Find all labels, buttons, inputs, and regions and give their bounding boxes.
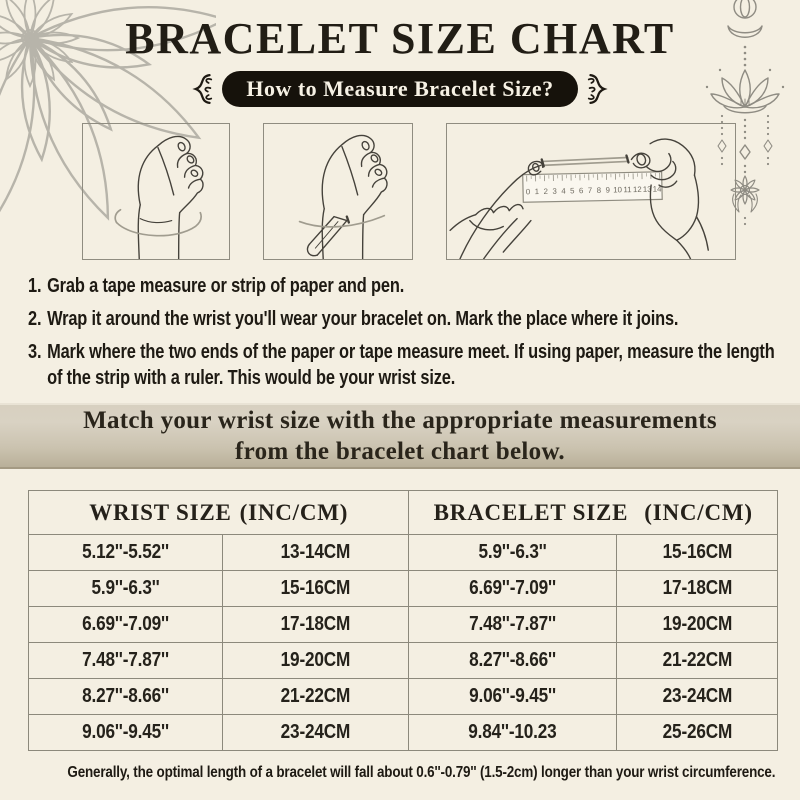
- ruler-number: 6: [578, 186, 584, 196]
- table-cell: 15-16CM: [616, 535, 777, 571]
- table-cell: 23-24CM: [222, 715, 409, 751]
- instruction-step-3: [28, 339, 782, 391]
- table-cell: 9.06''-9.45'': [409, 679, 616, 715]
- table-row: [29, 535, 778, 571]
- table-cell: 21-22CM: [222, 679, 409, 715]
- bracelet-size-header-unit: (INC/CM): [644, 499, 753, 525]
- footer-note: [0, 763, 800, 782]
- wrist-size-header-title: WRIST SIZE: [89, 499, 232, 525]
- ruler-number: 7: [587, 185, 593, 196]
- table-cell: 15-16CM: [222, 571, 409, 607]
- step-number: 2.: [28, 308, 42, 330]
- table-row: [29, 607, 778, 643]
- step-number: 3.: [28, 341, 42, 363]
- table-cell: 19-20CM: [222, 643, 409, 679]
- ruler-measure-illustration: [446, 123, 736, 260]
- table-cell: 17-18CM: [616, 571, 777, 607]
- ruler-number: 4: [561, 186, 566, 196]
- step-text: Mark where the two ends of the paper or tape measure meet. If using paper, measure the length of the strip with a ruler. This would be your wrist size.: [47, 341, 775, 389]
- table-cell: 6.69''-7.09'': [409, 571, 616, 607]
- table-cell: 8.27''-8.66'': [409, 643, 616, 679]
- size-table: [28, 490, 778, 751]
- squiggle-bracket-right-icon: [587, 71, 613, 107]
- ruler-number: 0: [525, 187, 531, 197]
- table-row: [29, 643, 778, 679]
- table-cell: 17-18CM: [222, 607, 409, 643]
- ruler-number: 14: [652, 184, 662, 194]
- subtitle-row: [0, 69, 800, 109]
- table-cell: 6.69''-7.09'': [29, 607, 223, 643]
- footer-note-text: Generally, the optimal length of a bracelet will fall about 0.6''-0.79'' (1.5-2cm) longer than your wrist circumference.: [67, 764, 776, 781]
- size-table-header-row: [29, 491, 778, 535]
- table-cell: 9.06''-9.45'': [29, 715, 223, 751]
- table-cell: 5.9''-6.3'': [409, 535, 616, 571]
- instruction-step-1: [28, 273, 782, 299]
- ruler-number: 12: [632, 184, 642, 195]
- table-cell: 21-22CM: [616, 643, 777, 679]
- page-title: BRACELET SIZE CHART: [125, 14, 675, 63]
- ruler-number: 3: [552, 186, 557, 196]
- how-to-measure-pill: How to Measure Bracelet Size?: [222, 71, 577, 107]
- ruler-number: 1: [534, 187, 540, 197]
- table-cell: 9.84''-10.23: [409, 715, 616, 751]
- table-cell: 23-24CM: [616, 679, 777, 715]
- table-cell: 19-20CM: [616, 607, 777, 643]
- wrist-size-header-unit: (INC/CM): [239, 499, 349, 525]
- ruler-number: 2: [543, 186, 549, 196]
- instruction-step-2: [28, 306, 782, 332]
- wrap-wrist-illustration: [82, 123, 230, 260]
- ruler-number: 8: [596, 185, 602, 195]
- table-cell: 25-26CM: [616, 715, 777, 751]
- squiggle-bracket-left-icon: [187, 71, 213, 107]
- step-text: Wrap it around the wrist you'll wear your bracelet on. Mark the place where it joins.: [47, 308, 679, 330]
- table-row: [29, 679, 778, 715]
- step-text: Grab a tape measure or strip of paper and pen.: [47, 275, 405, 297]
- table-row: [29, 715, 778, 751]
- table-cell: 5.12''-5.52'': [29, 535, 223, 571]
- table-cell: 13-14CM: [222, 535, 409, 571]
- table-cell: 7.48''-7.87'': [29, 643, 223, 679]
- match-size-banner: [0, 403, 800, 469]
- step-number: 1.: [28, 275, 42, 297]
- bracelet-size-header-title: BRACELET SIZE: [433, 499, 629, 525]
- wrist-size-header: [29, 491, 409, 535]
- banner-line-2: from the bracelet chart below.: [235, 438, 565, 465]
- ruler-number: 5: [570, 186, 575, 196]
- ruler-number: 13: [642, 184, 652, 194]
- ruler-number: 10: [613, 185, 623, 195]
- mark-wrist-illustration: [263, 123, 413, 260]
- table-row: [29, 571, 778, 607]
- bracelet-size-header: [409, 491, 778, 535]
- banner-line-1: Match your wrist size with the appropriate measurements: [83, 406, 717, 434]
- ruler-number: 11: [623, 185, 632, 195]
- table-cell: 5.9''-6.3'': [29, 571, 223, 607]
- instructions-list: [28, 273, 788, 398]
- table-cell: 8.27''-8.66'': [29, 679, 223, 715]
- ruler-number: 9: [605, 185, 611, 195]
- table-cell: 7.48''-7.87'': [409, 607, 616, 643]
